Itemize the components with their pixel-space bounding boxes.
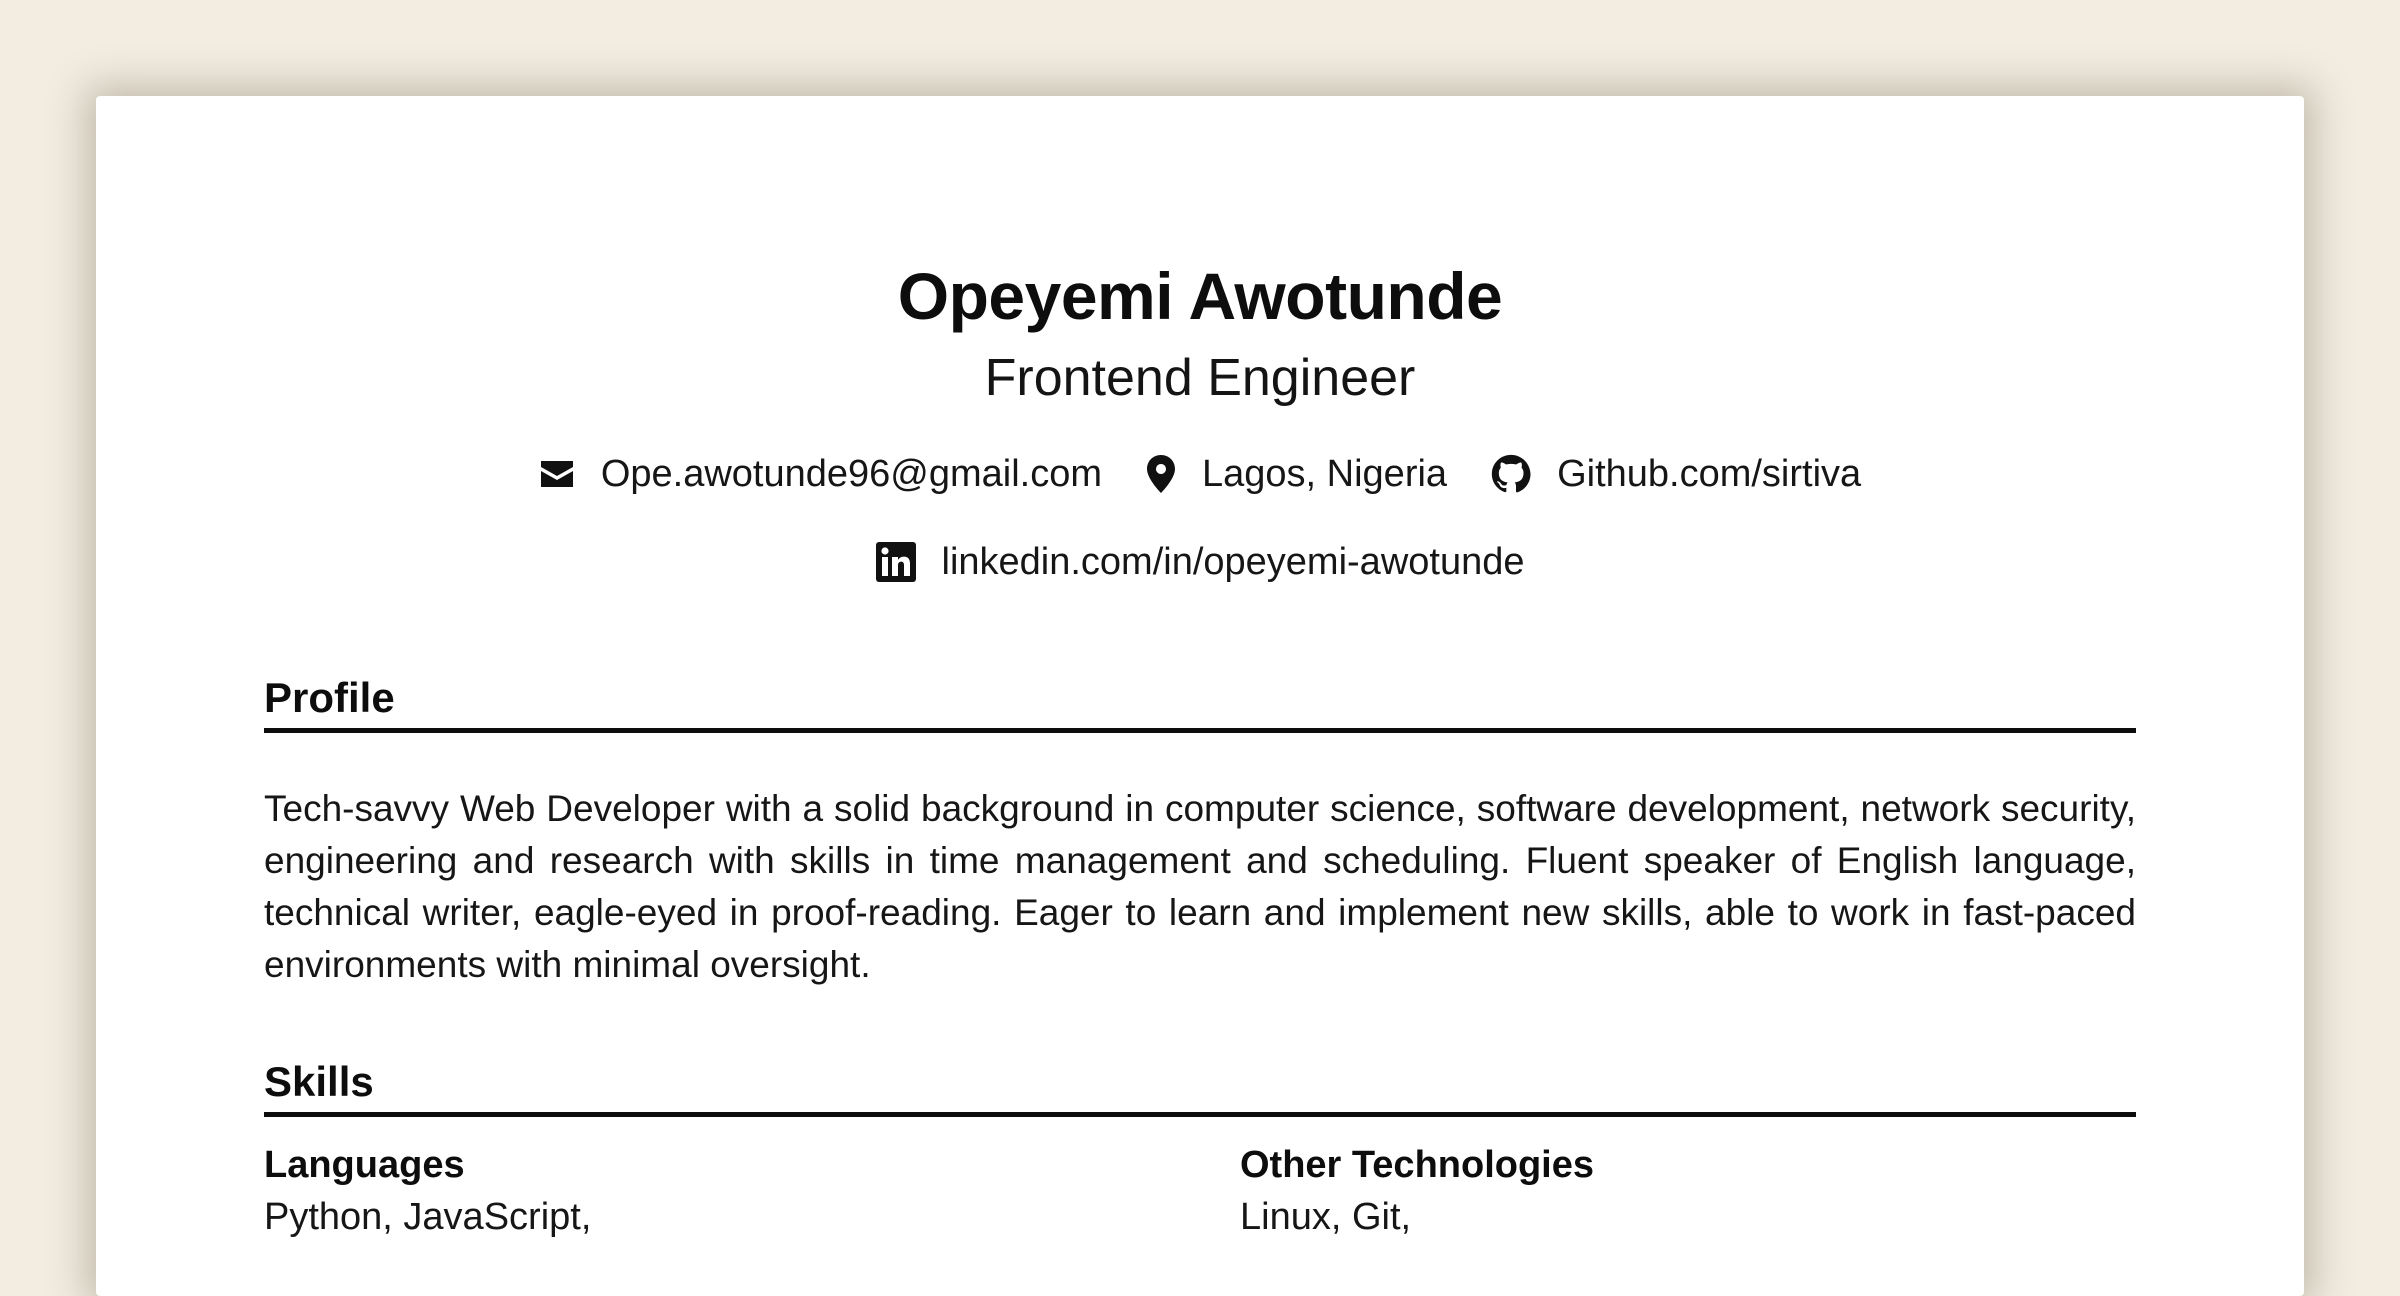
contact-linkedin[interactable]	[876, 541, 1525, 584]
profile-paragraph: Tech-savvy Web Developer with a solid background in computer science, software development, network security, engineering and research with skills in time management and scheduling. Fluent speaker of English language, technical writer, eagle-eyed in proof-reading. Eager to learn and implement new skills, able to work in fast-paced environments with minimal oversight.	[264, 788, 2136, 985]
skills-heading: Skills	[264, 1056, 2136, 1117]
email-text[interactable]: Ope.awotunde96@gmail.com	[600, 452, 1103, 495]
contact-location	[1146, 453, 1447, 496]
candidate-name: Opeyemi Awotunde	[897, 259, 1503, 333]
skills-other-technologies	[1240, 1139, 1594, 1243]
contact-email[interactable]	[539, 453, 1102, 496]
skills-section	[264, 1056, 2136, 1279]
other-technologies-list: Linux, Git,	[1240, 1196, 1412, 1238]
resume-header	[96, 256, 2304, 592]
envelope-icon	[539, 459, 575, 489]
other-technologies-label: Other Technologies	[1240, 1144, 1595, 1186]
location-text: Lagos, Nigeria	[1202, 452, 1448, 495]
github-icon	[1491, 454, 1531, 494]
github-text[interactable]: Github.com/sirtiva	[1557, 452, 1862, 495]
resume-page	[96, 96, 2304, 1296]
location-pin-icon	[1146, 454, 1176, 494]
profile-section	[264, 672, 2136, 991]
skills-grid	[264, 1139, 2136, 1279]
contact-row-secondary	[96, 532, 2304, 592]
profile-heading: Profile	[264, 672, 2136, 733]
contact-row-primary	[96, 444, 2304, 504]
job-title: Frontend Engineer	[984, 349, 1416, 407]
contact-github[interactable]	[1491, 453, 1861, 496]
languages-list: Python, JavaScript,	[264, 1196, 592, 1238]
linkedin-text[interactable]: linkedin.com/in/opeyemi-awotunde	[941, 540, 1525, 583]
linkedin-icon	[876, 542, 916, 582]
languages-label: Languages	[264, 1144, 465, 1186]
skills-languages	[264, 1139, 591, 1243]
